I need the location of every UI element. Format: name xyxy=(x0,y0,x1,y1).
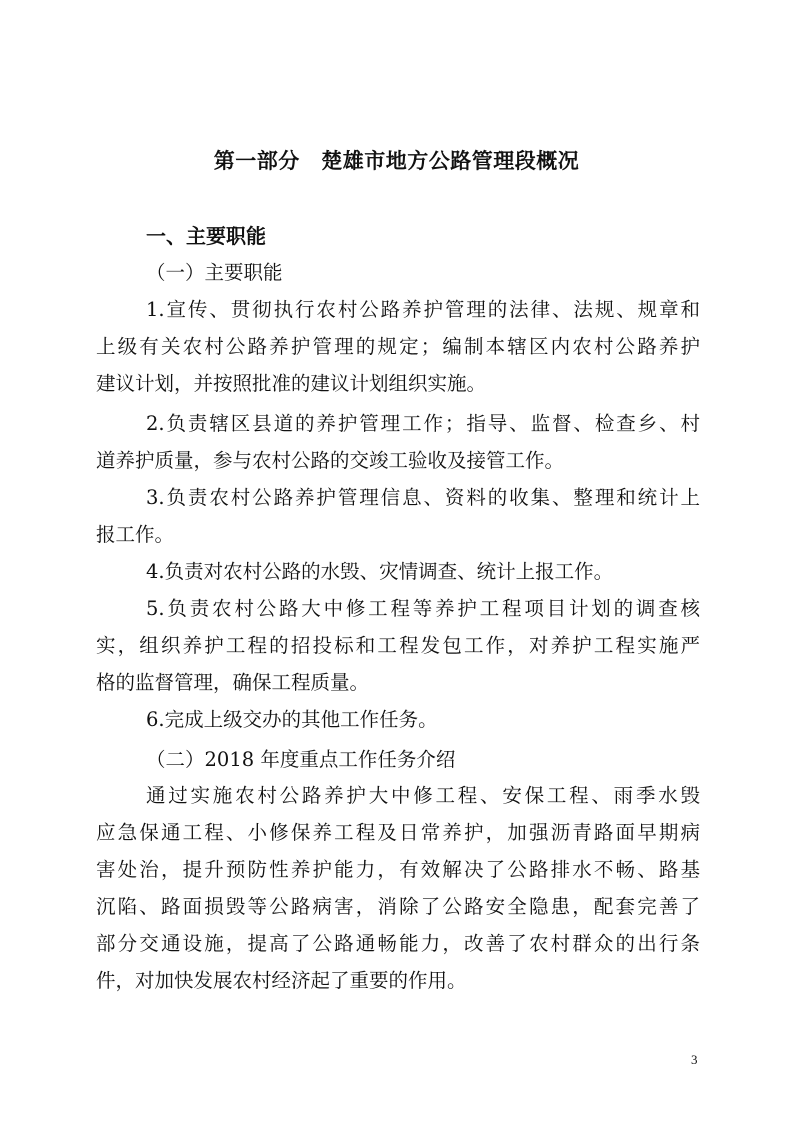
item-1-line-3: 建议计划，并按照批准的建议计划组织实施。 xyxy=(96,372,487,395)
item-2-line-2: 道养护质量，参与农村公路的交竣工验收及接管工作。 xyxy=(96,449,565,472)
paragraph-line-4: 沉陷、路面损毁等公路病害，消除了公路安全隐患，配套完善了 xyxy=(96,895,700,918)
paragraph-line-6: 件，对加快发展农村经济起了重要的作用。 xyxy=(96,969,467,992)
subsection-heading-2: （二）2018 年度重点工作任务介绍 xyxy=(146,748,456,771)
item-2-line-1: 2.负责辖区县道的养护管理工作；指导、监督、检查乡、村 xyxy=(146,412,700,435)
item-3-line-1: 3.负责农村公路养护管理信息、资料的收集、整理和统计上 xyxy=(146,486,700,509)
item-3-line-2: 报工作。 xyxy=(96,523,175,546)
paragraph-line-1: 通过实施农村公路养护大中修工程、安保工程、雨季水毁 xyxy=(146,784,700,807)
item-4-line-1: 4.负责对农村公路的水毁、灾情调查、统计上报工作。 xyxy=(146,560,614,583)
paragraph-line-5: 部分交通设施，提高了公路通畅能力，改善了农村群众的出行条 xyxy=(96,932,700,955)
paragraph-line-2: 应急保通工程、小修保养工程及日常养护，加强沥青路面早期病 xyxy=(96,821,700,844)
item-1-line-1: 1.宣传、贯彻执行农村公路养护管理的法律、法规、规章和 xyxy=(146,298,700,321)
item-5-line-2: 实，组织养护工程的招投标和工程发包工作，对养护工程实施严 xyxy=(96,634,700,657)
subsection-heading-1: （一）主要职能 xyxy=(146,261,283,284)
section-heading: 一、主要职能 xyxy=(146,224,266,248)
paragraph-line-3: 害处治，提升预防性养护能力，有效解决了公路排水不畅、路基 xyxy=(96,858,700,881)
item-5-line-3: 格的监督管理，确保工程质量。 xyxy=(96,671,370,694)
page-title: 第一部分 楚雄市地方公路管理段概况 xyxy=(213,149,580,173)
item-1-line-2: 上级有关农村公路养护管理的规定；编制本辖区内农村公路养护 xyxy=(96,335,700,358)
item-6-line-1: 6.完成上级交办的其他工作任务。 xyxy=(146,708,438,731)
item-5-line-1: 5.负责农村公路大中修工程等养护工程项目计划的调查核 xyxy=(146,597,700,620)
page-number: 3 xyxy=(691,1052,698,1067)
